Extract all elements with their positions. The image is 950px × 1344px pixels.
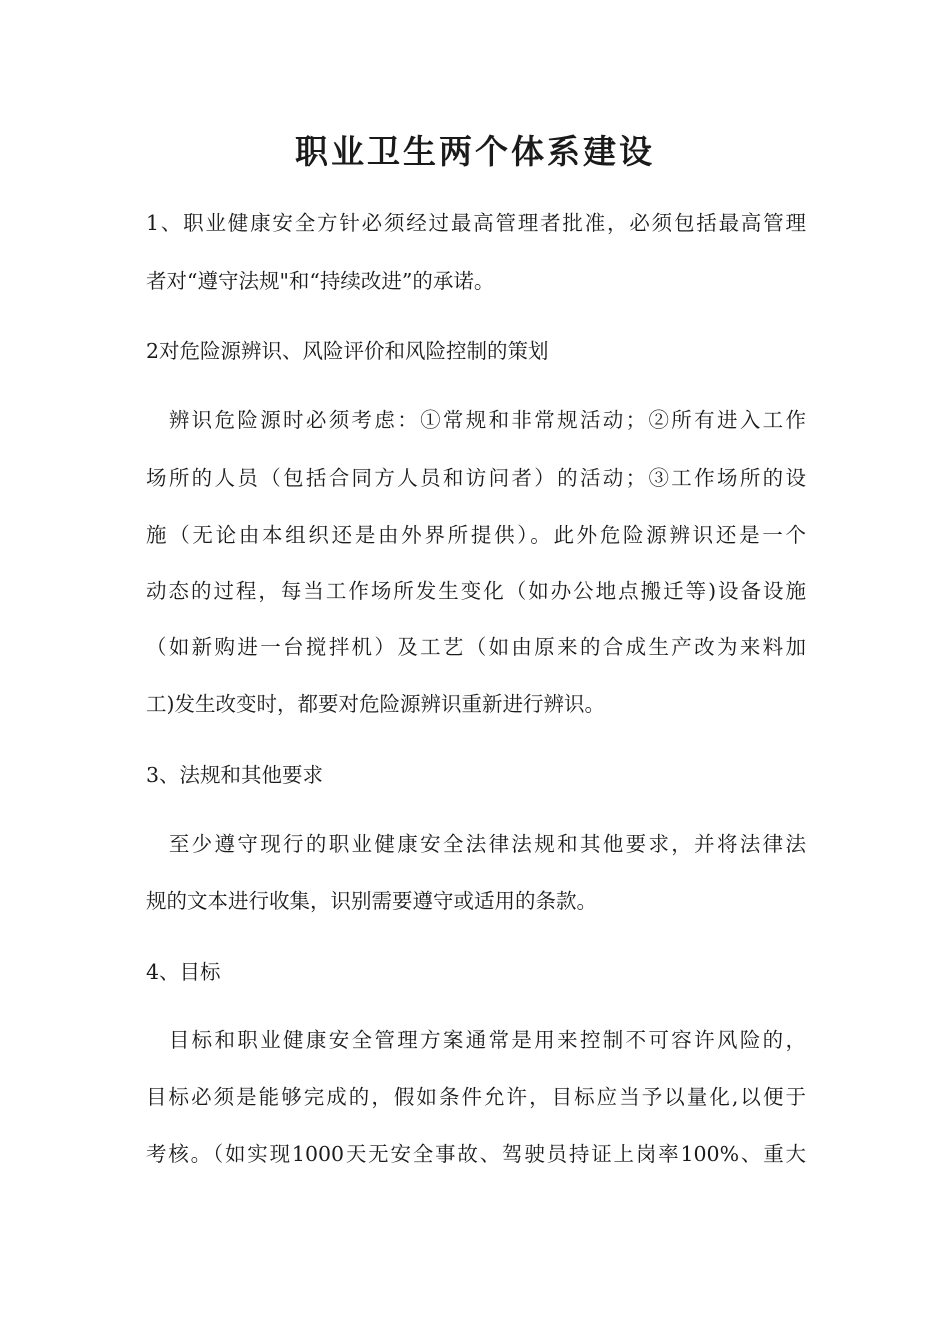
paragraph-line: 考核。（如实现1000天无安全事故、驾驶员持证上岗率100%、重大 <box>146 1142 806 1166</box>
paragraph-line: 目标和职业健康安全管理方案通常是用来控制不可容许风险的， <box>146 1028 806 1052</box>
section-heading: 2对危险源辨识、风险评价和风险控制的策划 <box>146 339 549 363</box>
paragraph-line: 目标必须是能够完成的，假如条件允许，目标应当予以量化,以便于 <box>146 1085 806 1109</box>
paragraph-line: 动态的过程，每当工作场所发生变化（如办公地点搬迁等)设备设施 <box>146 579 806 603</box>
paragraph-line: 至少遵守现行的职业健康安全法律法规和其他要求，并将法律法 <box>146 832 806 856</box>
paragraph-line: 者对“遵守法规"和“持续改进”的承诺。 <box>146 269 495 293</box>
paragraph-line: 规的文本进行收集，识别需要遵守或适用的条款。 <box>146 889 597 913</box>
paragraph-line: 1、职业健康安全方针必须经过最高管理者批准，必须包括最高管理 <box>146 211 806 235</box>
document-title: 职业卫生两个体系建设 <box>295 132 655 171</box>
paragraph-line: 辨识危险源时必须考虑：①常规和非常规活动；②所有进入工作 <box>146 408 806 432</box>
paragraph-line: （如新购进一台搅拌机）及工艺（如由原来的合成生产改为来料加 <box>146 635 806 659</box>
paragraph-line: 工)发生改变时，都要对危险源辨识重新进行辨识。 <box>146 692 605 716</box>
paragraph-line: 场所的人员（包括合同方人员和访问者）的活动；③工作场所的设 <box>146 466 806 490</box>
section-heading: 3、法规和其他要求 <box>146 763 324 787</box>
section-heading: 4、目标 <box>146 960 221 984</box>
paragraph-line: 施（无论由本组织还是由外界所提供）。此外危险源辨识还是一个 <box>146 523 806 547</box>
